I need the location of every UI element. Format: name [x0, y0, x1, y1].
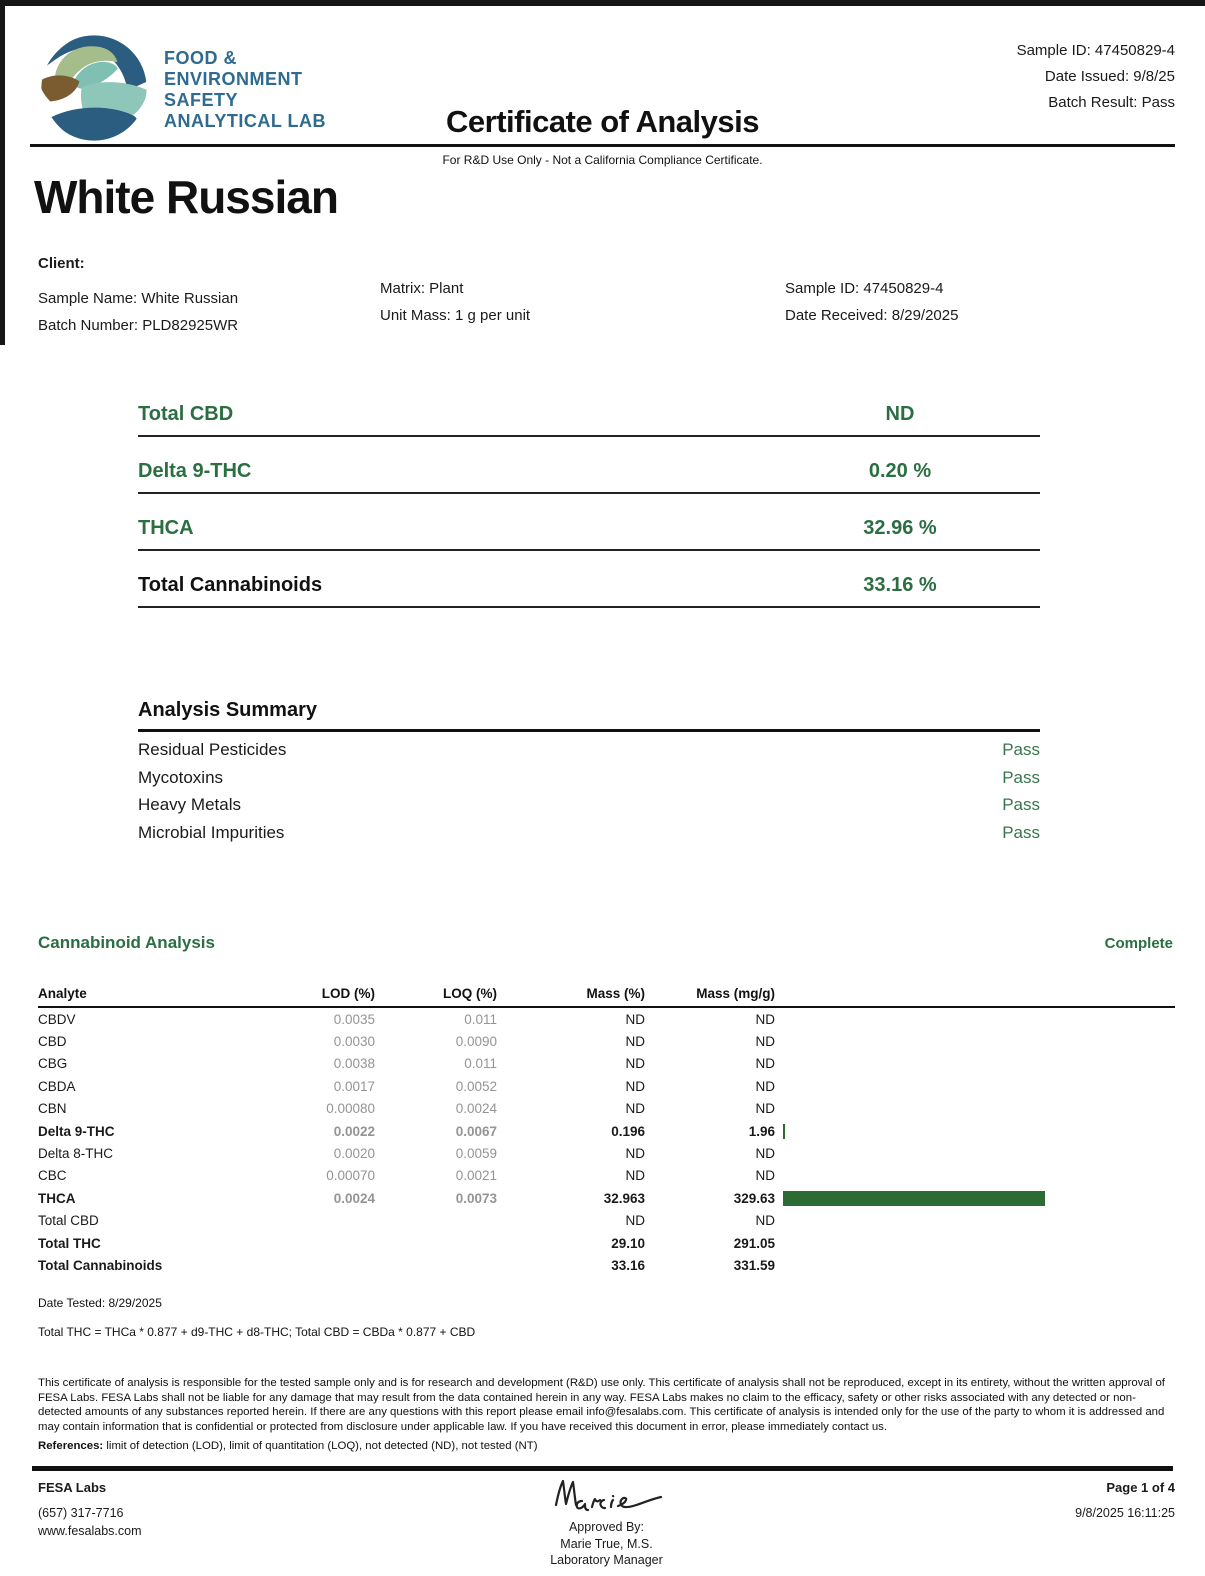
mass-pct-cell: ND: [625, 1011, 645, 1027]
cannabinoid-row: [38, 1098, 1175, 1120]
cannabinoid-status-badge: Complete: [1104, 935, 1173, 952]
lod-cell: 0.0024: [333, 1190, 375, 1206]
potency-label: Delta 9-THC: [138, 460, 252, 482]
potency-summary: [138, 380, 1040, 608]
lod-cell: 0.0017: [333, 1078, 375, 1094]
references-text: limit of detection (LOD), limit of quantitation (LOQ), not detected (ND), not tested (NT): [103, 1440, 538, 1452]
loq-cell: 0.0067: [455, 1123, 497, 1139]
analyte-cell: THCA: [38, 1190, 76, 1206]
mass-bar-cell: [775, 1098, 1175, 1120]
loq-cell: 0.011: [464, 1056, 497, 1072]
references-label: References:: [38, 1440, 104, 1452]
analyte-cell: CBD: [38, 1034, 67, 1050]
mass-pct-cell: 32.963: [603, 1190, 645, 1206]
footer-lab-contact: [38, 1480, 467, 1569]
loq-cell: 0.0052: [455, 1078, 497, 1094]
mass-bar: [783, 1124, 785, 1139]
analyte-cell: Total THC: [38, 1235, 101, 1251]
analyte-cell: CBG: [38, 1056, 68, 1072]
mass-pct-cell: ND: [625, 1034, 645, 1050]
cannabinoid-table-body: [38, 1008, 1175, 1277]
potency-value: ND: [885, 403, 915, 425]
cannabinoid-table: [38, 980, 1175, 1277]
client-col-3: [785, 250, 1175, 339]
mass-bar-cell: [775, 1075, 1175, 1097]
loq-cell: 0.0073: [455, 1190, 497, 1206]
cannabinoid-row: [38, 1053, 1175, 1075]
logo-line: SAFETY: [164, 90, 239, 110]
potency-label: Total CBD: [138, 403, 234, 425]
total-thc-formula-note: Total THC = THCa * 0.877 + d9-THC + d8-THC; Total CBD = CBDa * 0.877 + CBD: [38, 1325, 476, 1339]
potency-summary-row: [138, 494, 1040, 551]
col-mass-mg: Mass (mg/g): [696, 986, 775, 1001]
page-number: Page 1 of 4: [1106, 1480, 1175, 1495]
analysis-summary-row: [138, 819, 1040, 847]
client-col-1: [38, 250, 380, 339]
mass-bar-cell: [775, 1165, 1175, 1187]
analysis-summary-row: [138, 764, 1040, 792]
footer-rule: [32, 1466, 1173, 1471]
date-issued: Date Issued: 9/8/25: [1044, 68, 1175, 85]
approver-title: Laboratory Manager: [550, 1553, 663, 1567]
mass-bar-cell: [775, 1053, 1175, 1075]
analysis-summary-title: Analysis Summary: [138, 699, 1040, 732]
cannabinoid-row: [38, 1187, 1175, 1209]
cannabinoid-row: [38, 1008, 1175, 1030]
client-label: Client:: [38, 255, 85, 272]
mass-pct-cell: ND: [625, 1213, 645, 1229]
mass-mg-cell: ND: [755, 1146, 775, 1162]
footer-company: FESA Labs: [38, 1480, 107, 1495]
footer-phone: (657) 317-7716: [38, 1506, 124, 1520]
cannabinoid-row: [38, 1232, 1175, 1254]
potency-value: 0.20 %: [868, 460, 932, 482]
sample-id-field: Sample ID: 47450829-4: [785, 280, 944, 297]
cannabinoid-row: [38, 1120, 1175, 1142]
matrix-field: Matrix: Plant: [380, 280, 464, 297]
mass-mg-cell: 329.63: [733, 1190, 775, 1206]
analysis-summary-rows: [138, 732, 1040, 846]
cannabinoid-row: [38, 1030, 1175, 1052]
mass-mg-cell: ND: [755, 1078, 775, 1094]
mass-mg-cell: 1.96: [748, 1123, 775, 1139]
mass-mg-cell: 331.59: [733, 1257, 775, 1273]
loq-cell: 0.011: [464, 1011, 497, 1027]
footer-page-info: [747, 1480, 1176, 1569]
potency-summary-row: [138, 437, 1040, 494]
footer-approval: [467, 1480, 747, 1569]
analysis-item-label: Microbial Impurities: [138, 822, 285, 842]
mass-pct-cell: 33.16: [611, 1257, 645, 1273]
date-received-field: Date Received: 8/29/2025: [785, 307, 959, 324]
unit-mass-field: Unit Mass: 1 g per unit: [380, 307, 531, 324]
potency-label: THCA: [138, 517, 194, 539]
analysis-item-result: Pass: [1002, 822, 1040, 842]
date-tested-note: Date Tested: 8/29/2025: [38, 1296, 162, 1310]
analysis-item-result: Pass: [1002, 740, 1040, 759]
potency-label: Total Cannabinoids: [138, 574, 323, 596]
references-line: [38, 1440, 1175, 1452]
cannabinoid-title: Cannabinoid Analysis: [38, 933, 215, 952]
analyte-cell: CBC: [38, 1168, 67, 1184]
batch-number-field: Batch Number: PLD82925WR: [38, 317, 239, 334]
signature-icon: [542, 1474, 672, 1514]
mass-mg-cell: ND: [755, 1168, 775, 1184]
analyte-cell: Total CBD: [38, 1213, 99, 1229]
cannabinoid-section-header: [38, 933, 1173, 953]
mass-mg-cell: ND: [755, 1213, 775, 1229]
logo-line: ENVIRONMENT: [164, 69, 303, 89]
approver-name: Marie True, M.S.: [560, 1536, 653, 1551]
mass-bar-cell: [775, 1120, 1175, 1142]
analyte-cell: Delta 8-THC: [38, 1146, 114, 1162]
potency-value: 33.16 %: [863, 574, 937, 596]
loq-cell: 0.0059: [455, 1146, 497, 1162]
potency-summary-row: [138, 380, 1040, 437]
cannabinoid-row: [38, 1075, 1175, 1097]
lod-cell: 0.0022: [333, 1123, 375, 1139]
analysis-item-label: Residual Pesticides: [138, 740, 287, 759]
analyte-cell: Delta 9-THC: [38, 1123, 115, 1139]
analysis-summary-row: [138, 791, 1040, 819]
col-analyte: Analyte: [38, 986, 87, 1001]
mass-bar-cell: [775, 1210, 1175, 1232]
lod-cell: 0.0038: [333, 1056, 375, 1072]
disclaimer-text: This certificate of analysis is responsible for the tested sample only and is for research and development (R&D) use only. This certificate of analysis shall not be reproduced, except in its entirety, without the written approval of FESA Labs. FESA Labs shall not be liable for any damage that may result from the data contained herein in any way. FESA Labs makes no claim to the efficacy, safety or other risks associated with any detected or non-detected amounts of any substances reported herein. If there are any questions with this report please email info@fesalabs.com. This certificate of analysis is intended only for the use of the party to whom it is addressed and may contain information that is confidential or protected from disclosure under applicable law. If you have received this document in error, please immediately contact us.: [38, 1377, 1165, 1433]
lod-cell: 0.0020: [333, 1146, 375, 1162]
mass-mg-cell: 291.05: [733, 1235, 775, 1251]
analyte-cell: CBN: [38, 1101, 67, 1117]
mass-pct-cell: 0.196: [611, 1123, 645, 1139]
mass-bar-cell: [775, 1254, 1175, 1276]
test-notes: [38, 1296, 475, 1354]
lod-cell: 0.0035: [333, 1011, 375, 1027]
mass-bar-cell: [775, 1187, 1175, 1209]
mass-pct-cell: ND: [625, 1101, 645, 1117]
sample-name-title: White Russian: [34, 171, 338, 223]
approved-by-label: Approved By:: [568, 1520, 645, 1534]
page-edge-left: [0, 0, 5, 345]
client-col-2: [380, 250, 785, 339]
mass-bar: [783, 1191, 1045, 1206]
col-mass-pct: Mass (%): [586, 986, 645, 1001]
mass-bar-cell: [775, 1030, 1175, 1052]
header-rule: [30, 144, 1175, 147]
logo-line: ANALYTICAL LAB: [164, 111, 327, 131]
document-title: Certificate of Analysis: [446, 104, 759, 139]
col-loq: LOQ (%): [443, 986, 497, 1001]
analysis-item-result: Pass: [1002, 795, 1040, 814]
lod-cell: 0.00080: [326, 1101, 375, 1117]
cannabinoid-table-header: [38, 980, 1175, 1008]
cannabinoid-row: [38, 1254, 1175, 1276]
client-info: [38, 250, 1175, 339]
mass-pct-cell: ND: [625, 1146, 645, 1162]
mass-mg-cell: ND: [755, 1034, 775, 1050]
logo-line: FOOD &: [164, 48, 237, 68]
analysis-item-label: Heavy Metals: [138, 795, 241, 814]
header-meta: [1017, 38, 1175, 116]
analyte-cell: CBDA: [38, 1078, 76, 1094]
mass-bar-cell: [775, 1008, 1175, 1030]
cannabinoid-row: [38, 1165, 1175, 1187]
loq-cell: 0.0021: [455, 1168, 497, 1184]
mass-pct-cell: ND: [625, 1078, 645, 1094]
analysis-item-label: Mycotoxins: [138, 767, 224, 787]
mass-bar-cell: [775, 1142, 1175, 1164]
mass-pct-cell: ND: [625, 1056, 645, 1072]
footer-website: www.fesalabs.com: [38, 1524, 142, 1538]
col-lod: LOD (%): [321, 986, 375, 1001]
loq-cell: 0.0090: [455, 1034, 497, 1050]
lod-cell: 0.00070: [326, 1168, 375, 1184]
analysis-summary-row: [138, 736, 1040, 764]
mass-pct-cell: ND: [625, 1168, 645, 1184]
compliance-subtitle: For R&D Use Only - Not a California Compliance Certificate.: [442, 153, 763, 167]
lod-cell: 0.0030: [333, 1034, 375, 1050]
potency-value: 32.96 %: [863, 517, 937, 539]
mass-pct-cell: 29.10: [611, 1235, 645, 1251]
potency-summary-row: [138, 551, 1040, 608]
print-timestamp: 9/8/2025 16:11:25: [1075, 1506, 1175, 1520]
loq-cell: 0.0024: [455, 1101, 497, 1117]
analyte-cell: CBDV: [38, 1011, 76, 1027]
analyte-cell: Total Cannabinoids: [38, 1257, 163, 1273]
sample-name-field: Sample Name: White Russian: [38, 290, 239, 307]
analysis-summary: [138, 699, 1040, 846]
cannabinoid-row: [38, 1142, 1175, 1164]
mass-mg-cell: ND: [755, 1101, 775, 1117]
batch-result: Batch Result: Pass: [1048, 94, 1175, 111]
mass-mg-cell: ND: [755, 1011, 775, 1027]
mass-mg-cell: ND: [755, 1056, 775, 1072]
analysis-item-result: Pass: [1002, 767, 1040, 787]
cannabinoid-row: [38, 1210, 1175, 1232]
page-footer: [38, 1480, 1175, 1569]
mass-bar-cell: [775, 1232, 1175, 1254]
page-edge-top: [0, 0, 1205, 6]
sample-id: Sample ID: 47450829-4: [1016, 42, 1175, 59]
